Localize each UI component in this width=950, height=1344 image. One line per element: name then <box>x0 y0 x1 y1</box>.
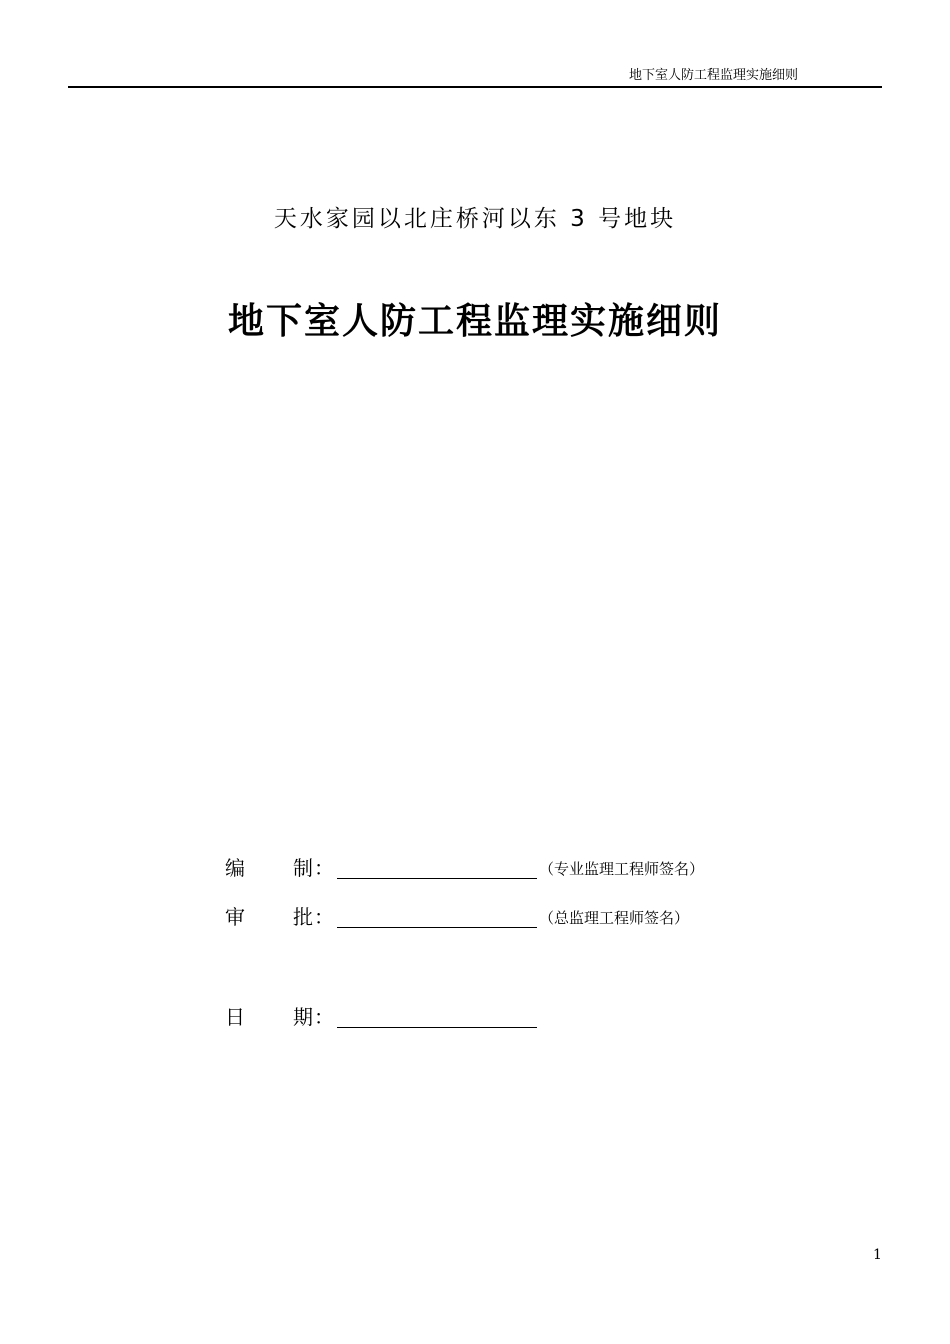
compile-label-colon: ： <box>314 856 334 880</box>
date-label-char2: 期 <box>293 1005 313 1029</box>
approve-label-char1: 审 <box>225 905 245 929</box>
compile-label-char2: 制 <box>293 856 313 880</box>
header-rule <box>68 86 882 88</box>
date-signature-line <box>337 1027 537 1028</box>
signature-row-date <box>225 1004 785 1030</box>
approve-label-colon: ： <box>314 905 334 929</box>
approve-signature-note: （总监理工程师签名） <box>539 909 690 927</box>
date-label-colon: ： <box>314 1005 334 1029</box>
signature-row-compile <box>225 855 785 881</box>
compile-signature-line <box>337 878 537 879</box>
page-number: 1 <box>873 1247 882 1263</box>
signature-row-approve <box>225 904 785 930</box>
approve-label-char2: 批 <box>293 905 313 929</box>
compile-label-char1: 编 <box>225 856 245 880</box>
date-label-char1: 日 <box>225 1005 245 1029</box>
approve-signature-line <box>337 927 537 928</box>
compile-signature-note: （专业监理工程师签名） <box>539 860 705 878</box>
project-name: 天水家园以北庄桥河以东 3 号地块 <box>273 206 677 232</box>
running-header: 地下室人防工程监理实施细则 <box>628 68 798 83</box>
document-title: 地下室人防工程监理实施细则 <box>227 301 722 342</box>
